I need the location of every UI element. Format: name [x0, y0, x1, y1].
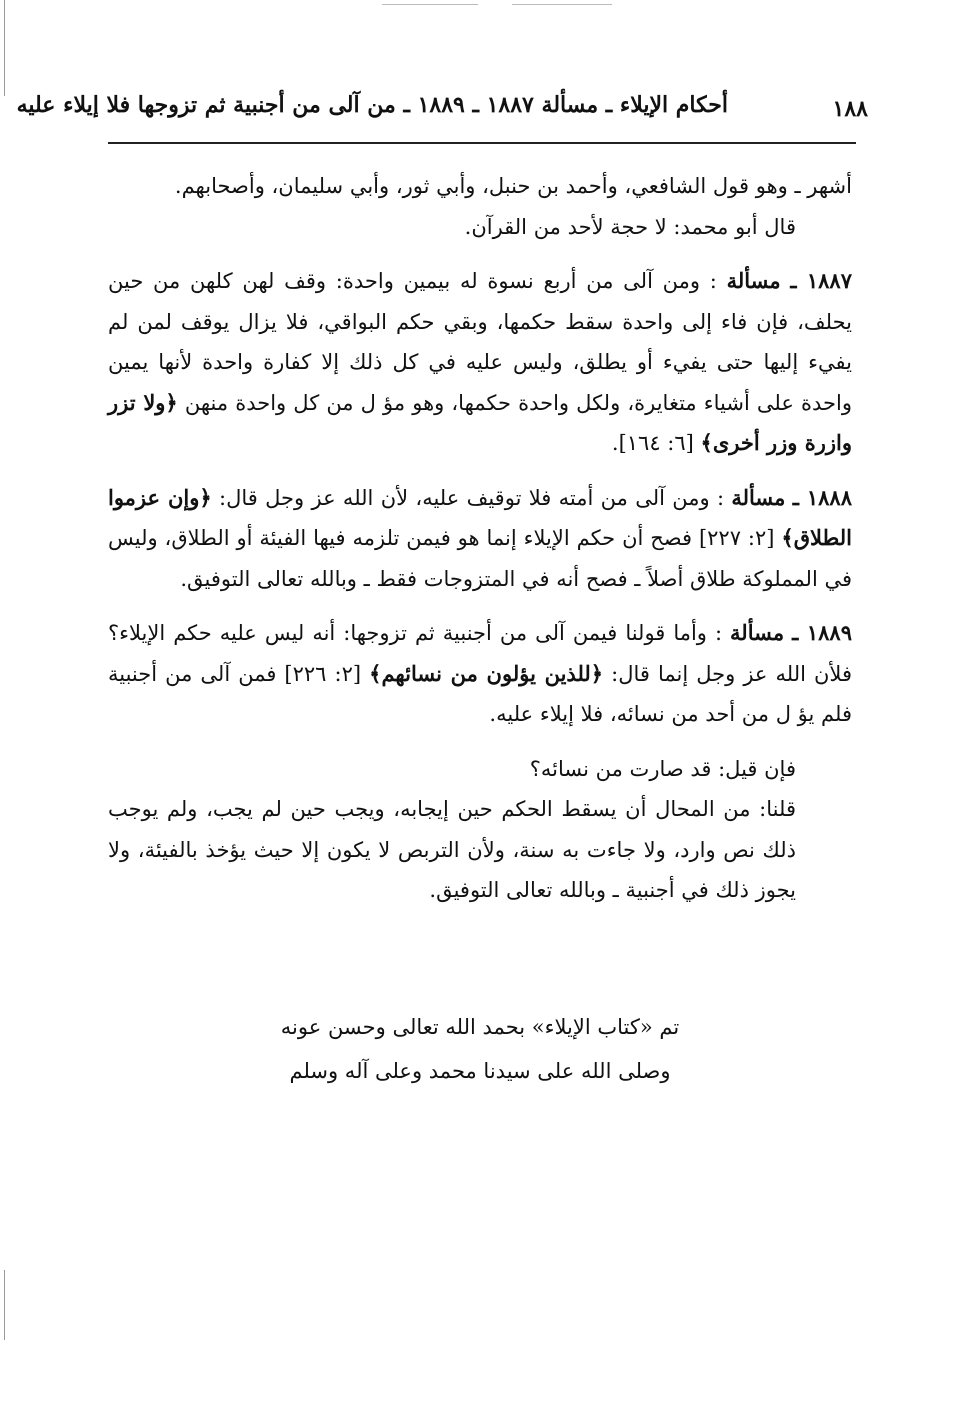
scan-artifact-line [382, 4, 478, 5]
running-head: أحكام الإيلاء ـ مسألة ١٨٨٧ ـ ١٨٨٩ ـ من آلى من أجنبية ثم تزوجها فلا إيلاء عليه [16, 92, 728, 118]
quran-quote: ﴿للذين يؤلون من نسائهم﴾ [369, 660, 604, 686]
issue-text: [٢: ٢٢٦] فمن آلى من أجنبية فلم يؤ ل من أحد من نسائه، فلا إيلاء عليه. [108, 661, 852, 726]
scan-artifact-line [512, 4, 612, 5]
issue-text: : وأما قولنا فيمن آلى من أجنبية ثم تزوجها: أنه ليس عليه حكم الإيلاء؟ فلأن الله عز وجل إنما قال: [108, 621, 852, 686]
paragraph-reply: قلنا: من المحال أن يسقط الحكم حين إيجابه، ويجب حين لم يجب، ولم يوجب ذلك نص وارد، ولا جاءت به سنة، ولأن التربص لا يكون إلا حيث يؤخذ بالفيئة، ولا يجوز ذلك في أجنبية ـ وبالله تعالى التوفيق. [108, 797, 796, 902]
closing-colophon [108, 1005, 852, 1093]
issue-number: ١٨٨٩ ـ [792, 620, 852, 645]
paragraph-continuation: أشهر ـ وهو قول الشافعي، وأحمد بن حنبل، وأبي ثور، وأبي سليمان، وأصحابهم. [174, 174, 852, 198]
quran-quote: ﴿ولا تزر وازرة وزر أخرى﴾ [108, 389, 852, 455]
scan-edge-mark [4, 1270, 5, 1340]
issue-text: [٢: ٢٢٧] فصح أن حكم الإيلاء إنما هو فيمن تلزمه فيها الفيئة أو الطلاق، وليس في المملوكة طلاق أصلاً ـ فصح أنه في المتزوجات فقط ـ وبالله تعالى التوفيق. [108, 526, 852, 591]
main-text [108, 166, 852, 911]
paragraph-issue-1888 [108, 478, 852, 600]
page-number: ١٨٨ [832, 96, 868, 122]
issue-number: ١٨٨٨ ـ [792, 484, 852, 510]
scan-edge-mark [4, 0, 5, 96]
quran-quote: ﴿وإن عزموا الطلاق﴾ [108, 484, 852, 550]
colophon-line-2: وصلى الله على سيدنا محمد وعلى آله وسلم [289, 1059, 671, 1083]
paragraph-abu-muhammad: قال أبو محمد: لا حجة لأحد من القرآن. [464, 214, 796, 239]
issue-text: : ومن آلى من أربع نسوة له بيمين واحدة: وقف لهن كلهن من حين يحلف، فإن فاء إلى واحدة سقط حكمها، وبقي حكم البواقي، فلا يزال يوقف لمن لم يفيء إليها حتى يفيء أو يطلق، وليس عليه في كل ذلك إلا كفارة واحدة لأنها يمين واحدة على أشياء متغايرة، ولكل واحدة حكمها، وهو مؤ ل من كل واحدة منهن [108, 269, 852, 415]
paragraph-issue-1887 [108, 261, 852, 464]
issue-text: : ومن آلى من أمته فلا توقيف عليه، لأن الله عز وجل قال: [219, 485, 725, 510]
colophon-line-1: تم «كتاب الإيلاء» بحمد الله تعالى وحسن عونه [280, 1015, 680, 1039]
header-rule [108, 142, 856, 144]
issue-label: مسألة [730, 620, 785, 645]
paragraph-issue-1889 [108, 613, 852, 735]
issue-label: مسألة [726, 268, 781, 293]
paragraph-objection: فإن قيل: قد صارت من نسائه؟ [529, 756, 796, 781]
issue-label: مسألة [731, 484, 786, 510]
issue-number: ١٨٨٧ ـ [790, 268, 852, 293]
page-header [16, 92, 868, 136]
quran-reference: [٦: ١٦٤]. [611, 431, 694, 455]
